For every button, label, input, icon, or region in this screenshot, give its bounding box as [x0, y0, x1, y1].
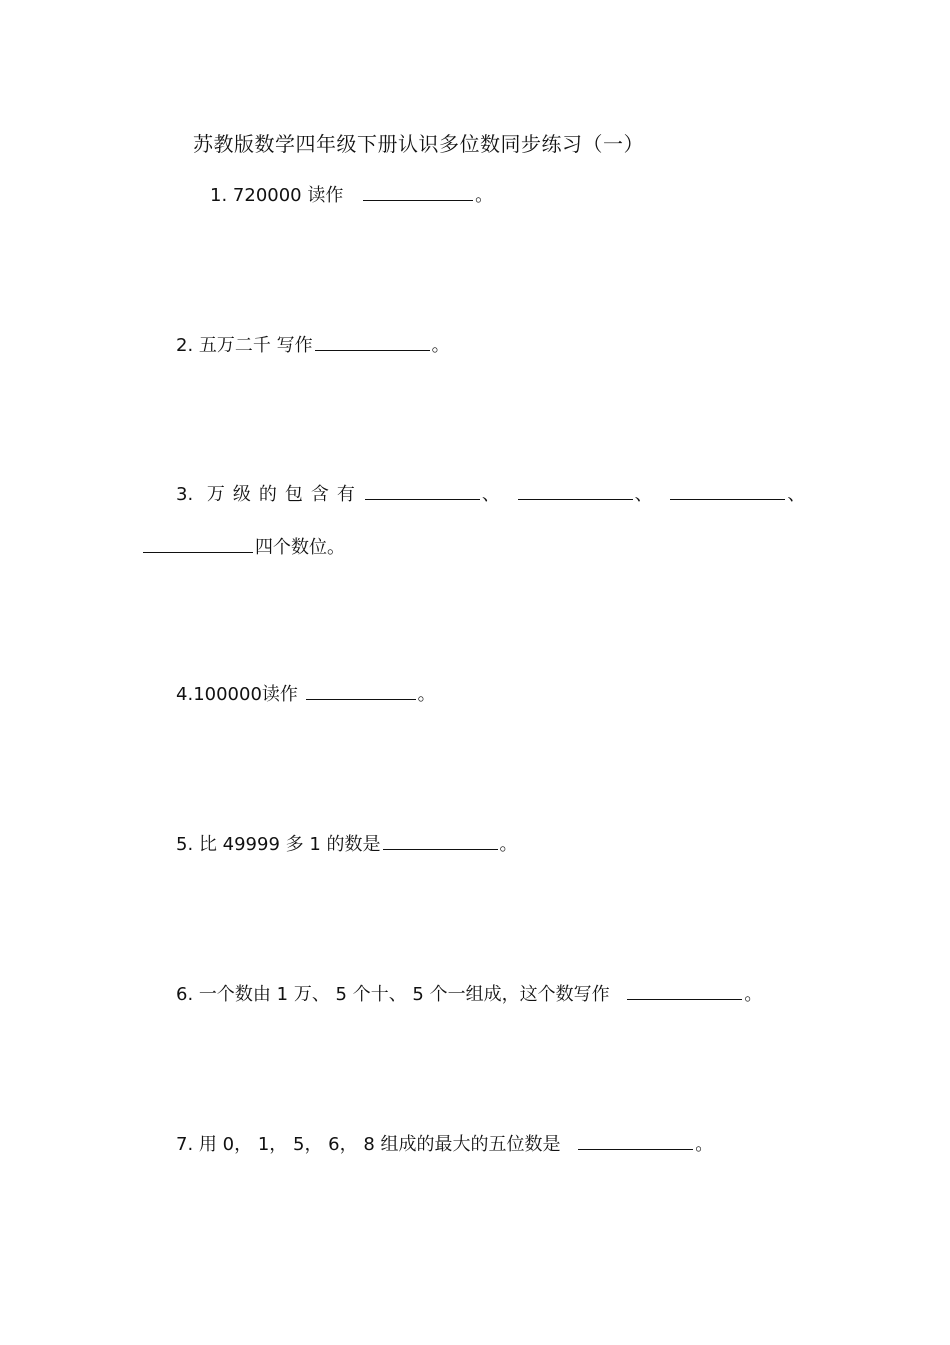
question-end: 。	[744, 984, 763, 1005]
answer-blank[interactable]	[363, 182, 473, 201]
question-3-continued	[143, 534, 345, 560]
answer-blank[interactable]	[315, 332, 430, 351]
answer-blank[interactable]	[143, 534, 253, 553]
question-text: 100000读作	[193, 684, 298, 705]
question-number: 5.	[176, 834, 194, 855]
question-5	[176, 831, 518, 857]
answer-blank[interactable]	[578, 1131, 693, 1150]
question-number: 2.	[176, 335, 194, 356]
question-7	[176, 1131, 713, 1157]
separator: 、	[481, 484, 500, 505]
question-end: 四个数位。	[255, 537, 345, 558]
answer-blank[interactable]	[518, 481, 633, 500]
answer-blank[interactable]	[670, 481, 785, 500]
question-2	[176, 332, 450, 358]
question-text: 五万二千 写作	[198, 335, 313, 356]
question-end: 。	[695, 1134, 714, 1155]
answer-blank[interactable]	[383, 831, 498, 850]
question-end: 。	[431, 335, 450, 356]
answer-blank[interactable]	[306, 681, 416, 700]
question-3	[176, 481, 805, 507]
question-number: 7.	[176, 1134, 194, 1155]
question-1	[210, 182, 493, 208]
answer-blank[interactable]	[627, 981, 742, 1000]
answer-blank[interactable]	[365, 481, 480, 500]
question-text: 720000 读作	[232, 185, 344, 206]
question-end: 。	[475, 185, 494, 206]
question-text: 用 0， 1， 5， 6， 8 组成的最大的五位数是	[198, 1134, 561, 1155]
question-4	[176, 681, 436, 707]
question-text: 一个数由 1 万、 5 个十、 5 个一组成，这个数写作	[198, 984, 610, 1005]
question-number: 3.	[176, 484, 194, 505]
question-6	[176, 981, 762, 1007]
question-text: 万级的包含有	[206, 484, 363, 505]
question-end: 。	[417, 684, 436, 705]
separator: 、	[787, 484, 806, 505]
question-number: 6.	[176, 984, 194, 1005]
question-number: 1.	[210, 185, 228, 206]
page-title: 苏教版数学四年级下册认识多位数同步练习（一）	[193, 132, 644, 156]
question-number: 4.	[176, 684, 194, 705]
separator: 、	[634, 484, 653, 505]
question-text: 比 49999 多 1 的数是	[198, 834, 381, 855]
question-end: 。	[499, 834, 518, 855]
